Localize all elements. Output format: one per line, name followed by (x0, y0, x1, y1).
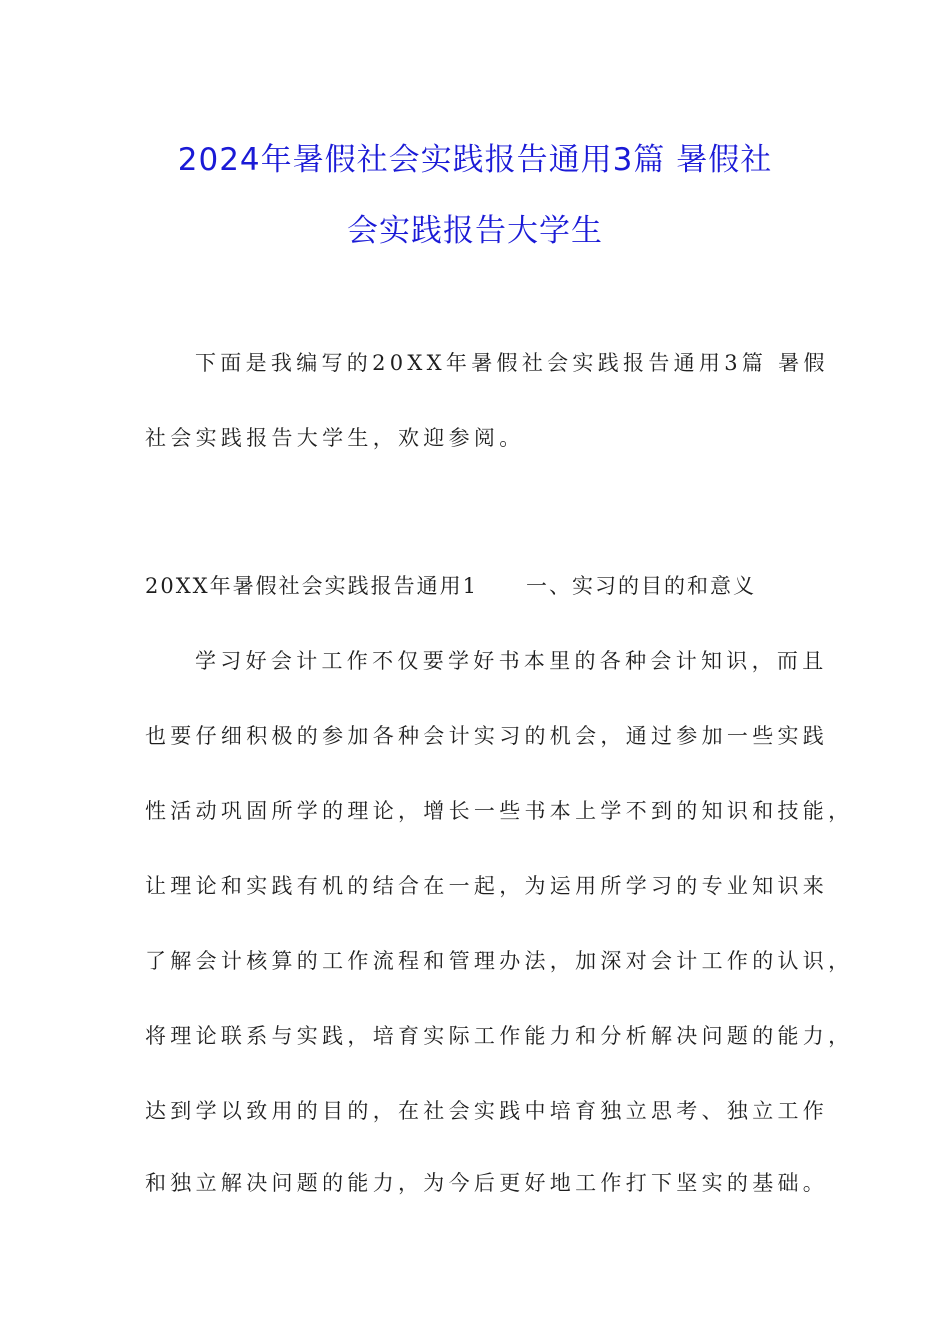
document-title-line-1: 2024年暑假社会实践报告通用3篇 暑假社 (177, 142, 773, 178)
paragraph-line-3: 性活动巩固所学的理论，增长一些书本上学不到的知识和技能， (145, 799, 854, 823)
paragraph-line-2: 也要仔细积极的参加各种会计实习的机会，通过参加一些实践 (145, 724, 829, 748)
paragraph-line-6: 将理论联系与实践，培育实际工作能力和分析解决问题的能力， (145, 1024, 854, 1048)
paragraph-line-7: 达到学以致用的目的，在社会实践中培育独立思考、独立工作 (145, 1099, 829, 1123)
intro-line-2: 社会实践报告大学生，欢迎参阅。 (145, 426, 525, 450)
paragraph-line-4: 让理论和实践有机的结合在一起，为运用所学习的专业知识来 (145, 874, 829, 898)
section-heading (145, 570, 756, 600)
section-heading-subtitle: 一、实习的目的和意义 (525, 574, 756, 598)
intro-line-1: 下面是我编写的20XX年暑假社会实践报告通用3篇 暑假 (195, 351, 829, 375)
section-heading-title: 20XX年暑假社会实践报告通用1 (145, 574, 478, 598)
document-title-line-2: 会实践报告大学生 (347, 213, 603, 249)
paragraph-line-1: 学习好会计工作不仅要学好书本里的各种会计知识，而且 (195, 649, 828, 673)
paragraph-line-8: 和独立解决问题的能力，为今后更好地工作打下坚实的基础。 (145, 1171, 829, 1195)
paragraph-line-5: 了解会计核算的工作流程和管理办法，加深对会计工作的认识， (145, 949, 854, 973)
